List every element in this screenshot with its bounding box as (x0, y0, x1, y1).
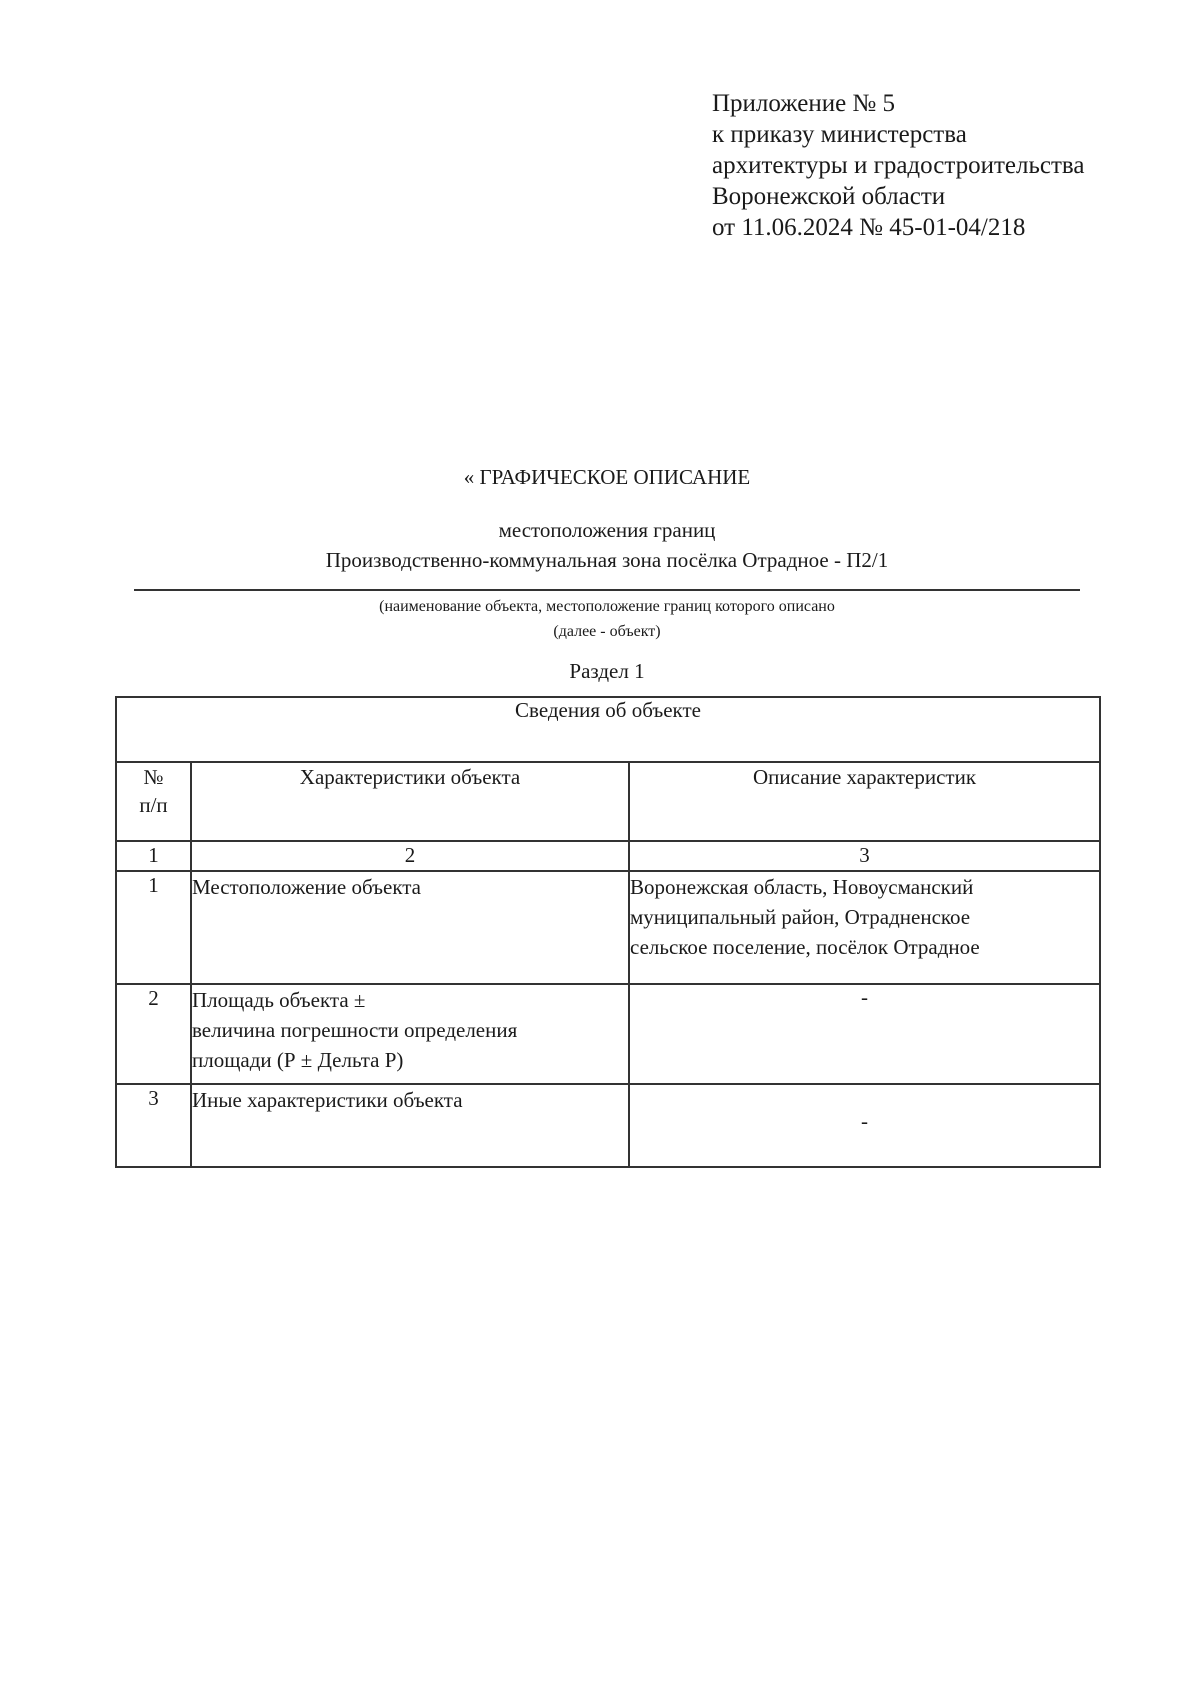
header-description: Описание характеристик (629, 762, 1100, 841)
object-info-table (115, 696, 1101, 1168)
row-description: Воронежская область, Новоусманский муниципальный район, Отрадненское сельское поселение, посёлок Отрадное (629, 871, 1100, 984)
caption-line-2: (далее - объект) (553, 623, 661, 640)
row-description: - (629, 1084, 1100, 1167)
appendix-line-5: от 11.06.2024 № 45-01-04/218 (712, 214, 1026, 241)
header-characteristics: Характеристики объекта (191, 762, 629, 841)
row-characteristic: Иные характеристики объекта (191, 1084, 629, 1167)
underline-rule (134, 589, 1080, 591)
table-title-row (116, 697, 1100, 762)
column-number-row (116, 841, 1100, 871)
table-title: Сведения об объекте (116, 697, 1100, 762)
table-header-row (116, 762, 1100, 841)
document-title: « ГРАФИЧЕСКОЕ ОПИСАНИЕ (463, 465, 751, 489)
object-caption (134, 594, 1080, 644)
appendix-line-1: Приложение № 5 (712, 90, 896, 117)
row-characteristic: Площадь объекта ± величина погрешности определения площади (Р ± Дельта Р) (191, 984, 629, 1084)
appendix-header (712, 88, 1084, 243)
subtitle-line-2: Производственно-коммунальная зона посёлка Отрадное - П2/1 (325, 548, 889, 572)
column-number-3: 3 (629, 841, 1100, 871)
appendix-line-4: Воронежской области (712, 183, 946, 210)
header-num: № п/п (116, 762, 191, 841)
column-number-2: 2 (191, 841, 629, 871)
appendix-line-3: архитектуры и градостроительства (712, 152, 1085, 179)
column-number-1: 1 (116, 841, 191, 871)
row-number: 2 (116, 984, 191, 1084)
section-title: Раздел 1 (569, 659, 645, 683)
appendix-line-2: к приказу министерства (712, 121, 967, 148)
row-number: 3 (116, 1084, 191, 1167)
document-subtitle (134, 515, 1080, 575)
row-characteristic: Местоположение объекта (191, 871, 629, 984)
caption-line-1: (наименование объекта, местоположение границ которого описано (379, 598, 835, 615)
table-row (116, 871, 1100, 984)
row-description: - (629, 984, 1100, 1084)
table-row (116, 984, 1100, 1084)
subtitle-line-1: местоположения границ (498, 518, 716, 542)
row-number: 1 (116, 871, 191, 984)
table-row (116, 1084, 1100, 1167)
